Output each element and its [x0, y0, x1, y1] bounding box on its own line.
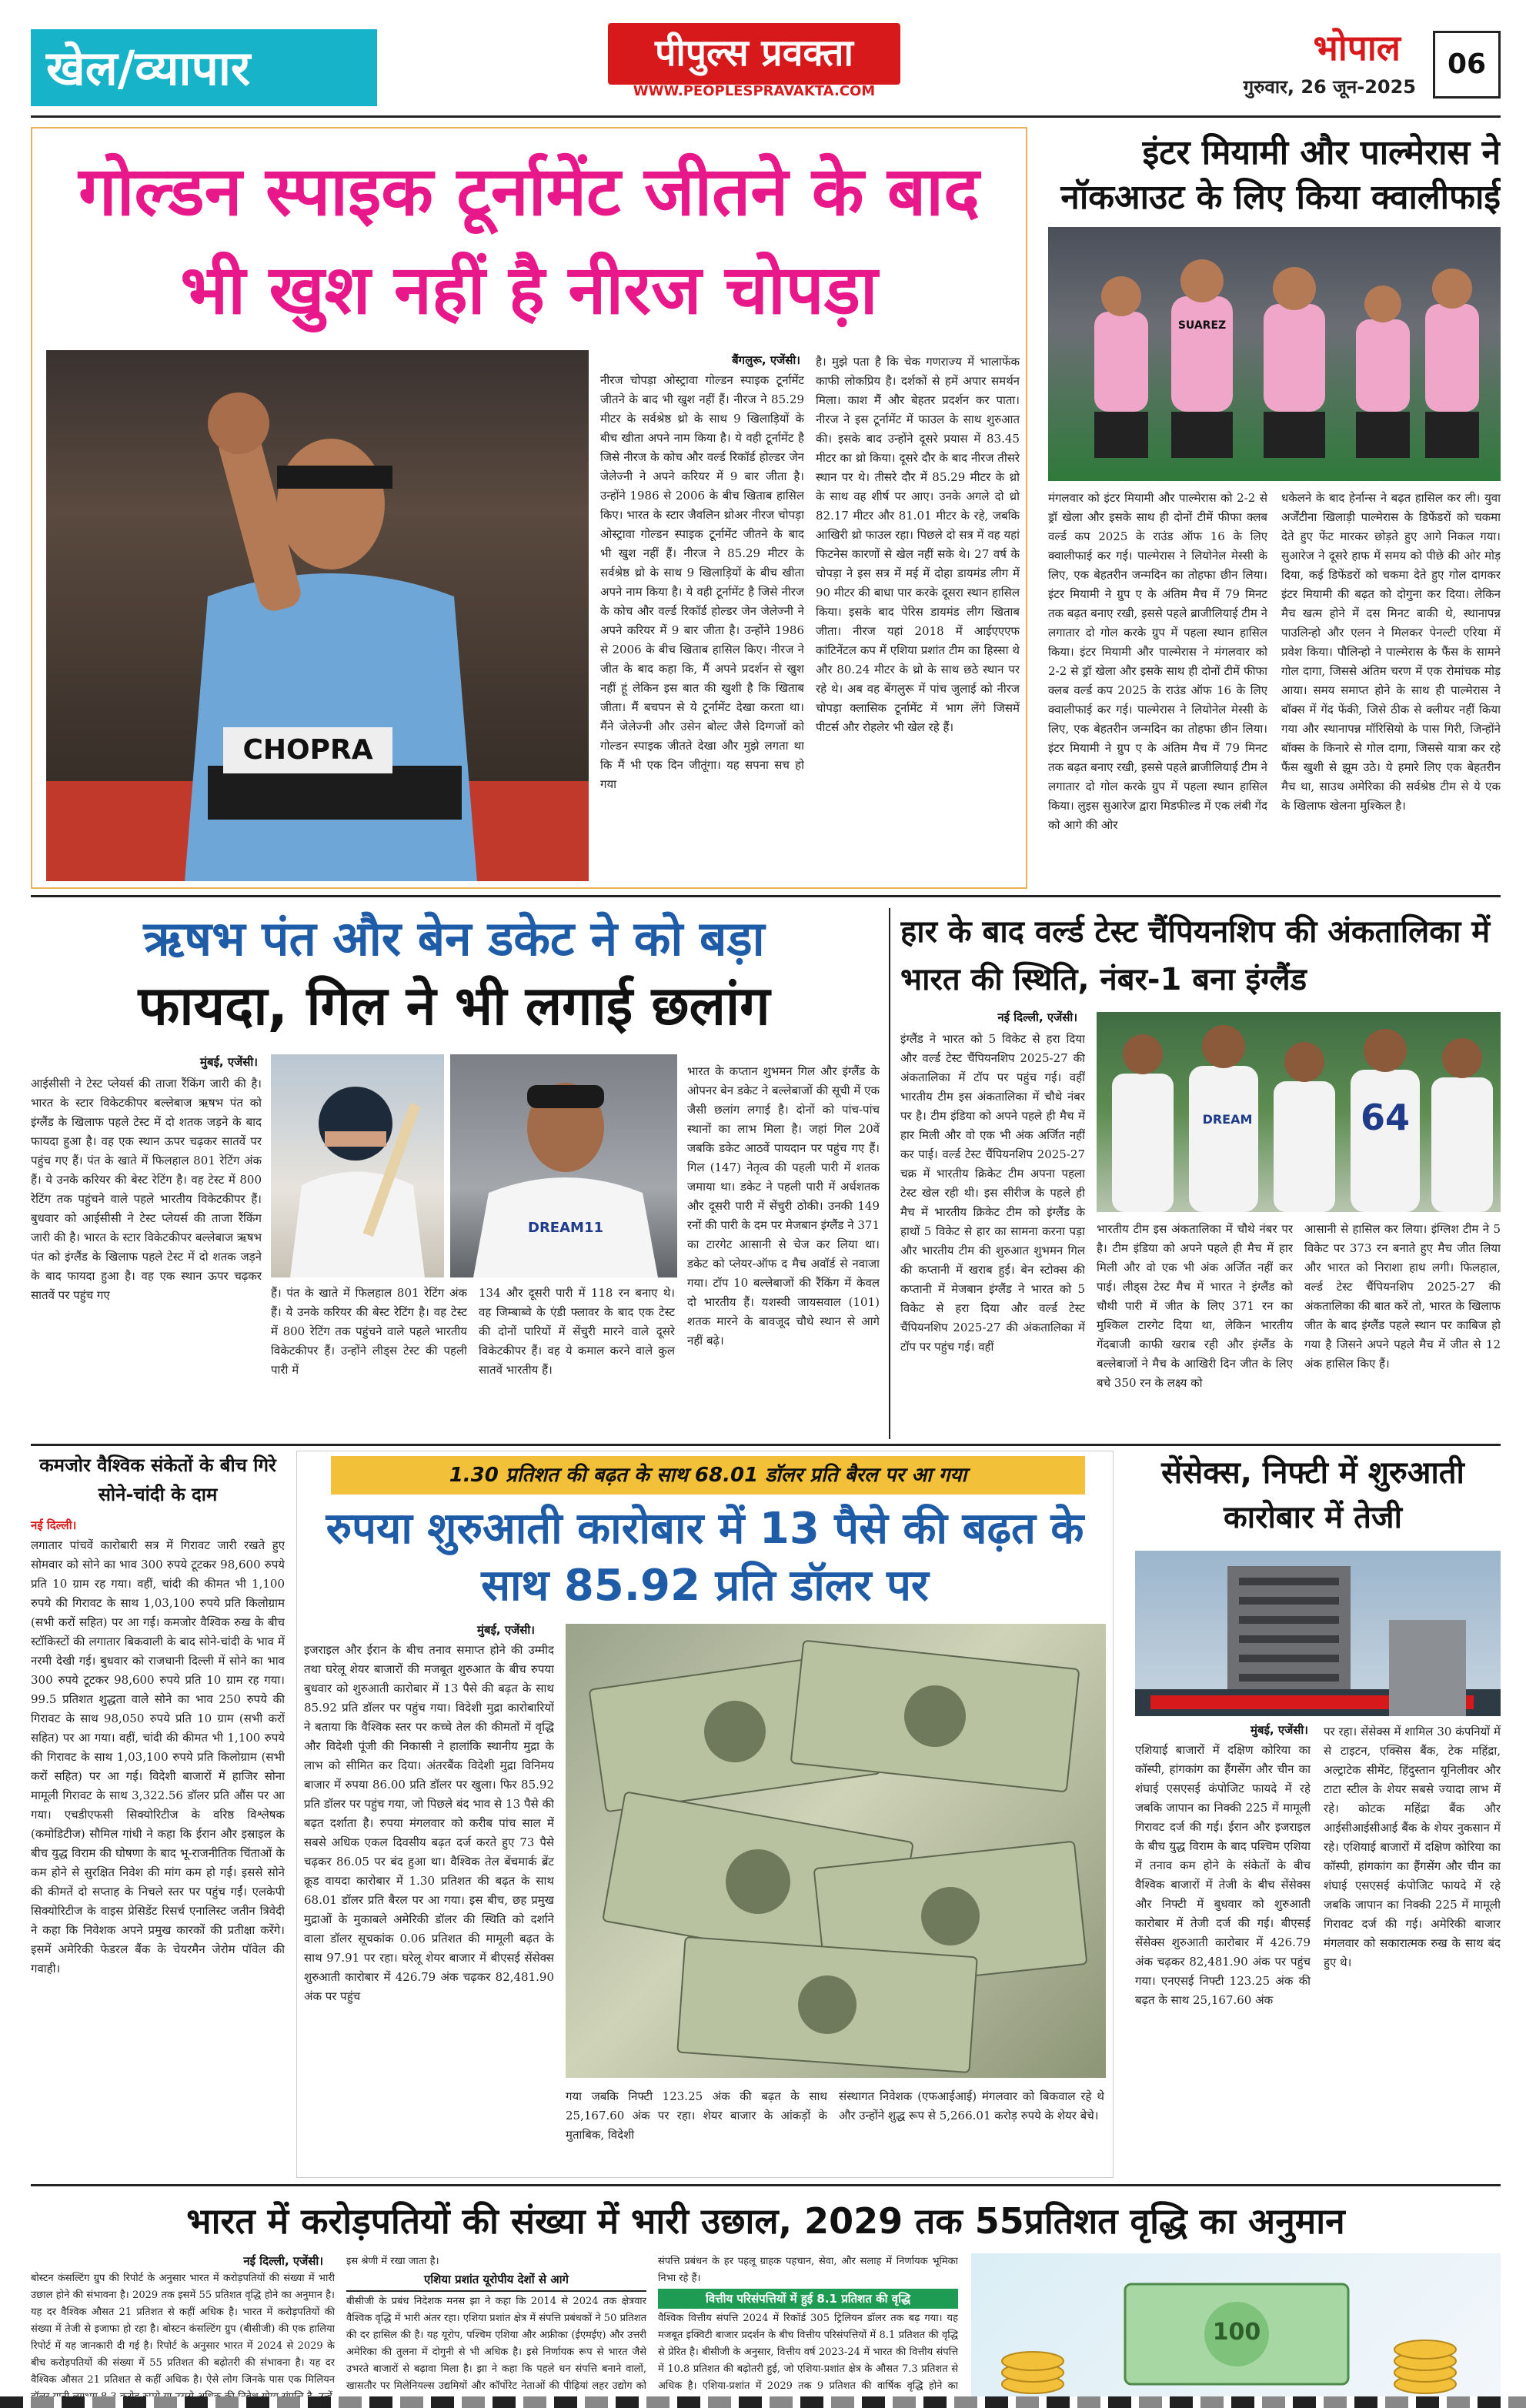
pant-dateline: मुंबई, एजेंसी।	[200, 1055, 258, 1069]
billionaire-subhead-1: एशिया प्रशांत यूरोपीय देशों से आगे	[346, 2272, 646, 2292]
miami-col1: मंगलवार को इंटर मियामी और पाल्मेरास को 2-2 से ड्रॉ खेला और इसके साथ ही दोनों टीमें फीफा क्लब वर्ल्ड कप 2025 के राउंड ऑफ 16 के लिए क्वालीफाई कर गई। पाल्मेरास ने लियोनेल मेस्सी के लिए, एक बेहतरीन जन्मदिन का तोहफा छीन लिया। इंटर मियामी ने ग्रुप ए के अंतिम मैच में 79 मिनट तक बढ़त बनाए रखी, इससे पहले ब्राजीलियाई टीम ने लगातार दो गोल करके ग्रुप में पहला स्थान हासिल किया। इंटर मियामी और पाल्मेरास ने मंगलवार को 2-2 से ड्रॉ खेला और इसके साथ ही दोनों टीमें फीफा क्लब वर्ल्ड कप 2025 के राउंड ऑफ 16 के लिए क्वालीफाई कर गई। पाल्मेरास ने लियोनेल मेस्सी के लिए, एक बेहतरीन जन्मदिन का तोहफा छीन लिया। इंटर मियामी ने ग्रुप ए के अंतिम मैच में 79 मिनट तक बढ़त बनाए रखी, इससे पहले ब्राजीलियाई टीम ने लगातार दो गोल करके ग्रुप में पहला स्थान हासिल किया। लुइस सुआरेज द्वारा मिडफील्ड में एक लंबी गेंद को आगे की ओर	[1048, 491, 1267, 832]
wtc-shirt-logo: DREAM	[1202, 1112, 1253, 1127]
billionaire-col1: बोस्टन कंसल्टिंग ग्रुप की रिपोर्ट के अनुसार भारत में करोड़पतियों की संख्या में भारी उछाल होने की संभावना है। 2029 तक इसमें 55 प्रतिशत वृद्धि होने का अनुमान है। यह दर वैश्विक औसत 21 प्रतिशत से कहीं अधिक है। भारत में करोड़पतियों की संख्या में तेजी से इजाफा हो रहा है। बोस्टन कंसल्टिंग ग्रुप (बीसीजी) की एक हालिया रिपोर्ट में यह जानकारी दी गई है। रिपोर्ट के अनुसार भारत में 2024 से 2029 के बीच करोड़पतियों की संख्या में 55 प्रतिशत की बढ़ोतरी की संभावना है। यह दर वैश्विक औसत 21 प्रतिशत से कहीं अधिक है। ऐसे लोग जिनके पास एक मिलियन	[31, 2273, 335, 2386]
paper-name: पीपुल्स प्रवक्ता	[655, 32, 853, 75]
pant-col2: हैं। पंत के खाते में फिलहाल 801 रेटिंग अंक हैं। ये उनके करियर की बेस्ट रेटिंग है। वह टेस्ट में 800 रेटिंग तक पहुंचने वाले पहले भारतीय विकेटकीपर हैं। उन्होंने लीड्स टेस्ट की पहली पारी में	[271, 1286, 467, 1377]
wtc-players	[1097, 1012, 1501, 1212]
rupee-col3: संस्थागत निवेशक (एफआईआई) मंगलवार को बिकवाल रहे थे और उन्होंने शुद्ध रूप से 5,266.01 करोड़ रुपये के शेयर बेचे।	[839, 2089, 1104, 2122]
wtc-col2: भारतीय टीम इस अंकतालिका में चौथे नंबर पर है। टीम इंडिया को अपने पहले ही मैच में हार मिली और वो एक भी अंक अर्जित नहीं कर पाई। लीड्स टेस्ट मैच में भारत ने इंग्लैंड को चौथी पारी में जीत के लिए 371 रन का मुश्किल टारगेट दिया था, लेकिन भारतीय गेंदबाजी काफी खराब रही और इंग्लैंड के बल्लेबाजों ने मैच के आखिरी दिन जीत के लिए बचे 350 रन के लक्ष्य को	[1097, 1222, 1293, 1390]
pant-col1: आईसीसी ने टेस्ट प्लेयर्स की ताजा रैंकिंग जारी की है। भारत के स्टार विकेटकीपर बल्लेबाज ऋषभ पंत को इंग्लैंड के खिलाफ पहले टेस्ट में दो शतक जड़ने के बाद फायदा हुआ है। वह एक स्थान ऊपर चढ़कर सातवें पर पहुंच गए हैं। पंत के खाते में फिलहाल 801 रेटिंग अंक हैं। ये उनके करियर की बेस्ट रेटिंग है। वह टेस्ट में 800 रेटिंग तक पहुंचने वाले पहले भारतीय विकेटकीपर हैं। बुधवार को आईसीसी ने टेस्ट प्लेयर्स की ताजा रैंकिंग जारी की है। भारत के स्टार विकेटकीपर बल्लेबाज ऋषभ पंत को इंग्लैंड के खिलाफ पहले टेस्ट में दो शतक जड़ने के बाद फायदा हुआ है। वह एक स्थान ऊपर चढ़कर सातवें पर पहुंच गए	[31, 1077, 262, 1302]
billionaire-headline: भारत में करोड़पतियों की संख्या में भारी उछाल, 2029 तक 55प्रतिशत वृद्धि का अनुमान	[186, 2200, 1345, 2242]
sensex-headline: सेंसेक्स, निफ्टी में शुरुआती कारोबार में तेजी	[1161, 1455, 1464, 1535]
neeraj-photo	[46, 350, 589, 881]
sensex-col2: पर रहा। सेंसेक्स में शामिल 30 कंपनियों में से टाइटन, एक्सिस बैंक, टेक महिंद्रा, अल्ट्राटेक सीमेंट, हिंदुस्तान यूनिलीवर और टाटा स्टील के शेयर सबसे ज्यादा लाभ में रहे। कोटक महिंद्रा बैंक और आईसीआईसीआई बैंक के शेयर नुकसान में रहे। एशियाई बाजारों में दक्षिण कोरिया का कॉस्पी, हांगकांग का हैंगसेंग और चीन का शंघाई एसएसई कंपोजिट फायदे में रहे जबकि जापान का निक्की 225 में मामूली गिरावट दर्ज की गई। अमेरिकी बाजार मंगलवार को सकारात्मक रुख के साथ बंद हुए थे।	[1324, 1725, 1501, 1969]
rupee-headline: रुपया शुरुआती कारोबार में 13 पैसे की बढ़त के साथ 85.92 प्रति डॉलर पर	[326, 1504, 1084, 1611]
money-illustration	[971, 2253, 1501, 2405]
pant-headline-a: ऋषभ पंत और बेन डकेट ने को बड़ा	[143, 910, 765, 967]
sensex-dateline: मुंबई, एजेंसी।	[1251, 1723, 1308, 1737]
wtc-headline: हार के बाद वर्ल्ड टेस्ट चैंपियनशिप की अंकतालिका में भारत की स्थिति, नंबर-1 बना इंग्लैंड	[900, 914, 1491, 997]
rupee-kicker: 1.30 प्रतिशत की बढ़त के साथ 68.01 डॉलर प्रति बैरल पर आ गया	[449, 1464, 967, 1487]
currency-photo	[566, 1624, 1106, 2078]
bse-tower	[1135, 1551, 1501, 1716]
billionaire-col2: बीसीजी के प्रबंध निदेशक मनस झा ने कहा कि 2014 से 2024 तक क्षेत्रवार वैश्विक वृद्धि में भारी अंतर रहा। एशिया प्रशांत क्षेत्र में संपत्ति प्रबंधकों ने 50 प्रतिशत की दर हासिल की है। यह यूरोप, पश्चिम एशिया और अफ्रीका (ईएमईए) और उत्तरी अमेरिका की तुलना में दोगुनी से भी अधिक है। इसे निर्णायक रूप से भारत जैसे उभरते बाजारों से बढ़ावा मिला है। झा ने कहा कि पहले धन संपत्ति बनाने वालों, खासतौर पर मिलेनियल्स उद्यमियों और कॉर्पोरेट नेताओं की पीढ़ियां लहर उद्योग को	[346, 2296, 646, 2392]
duckett-photo	[271, 1054, 444, 1277]
wtc-col1: इंग्लैंड ने भारत को 5 विकेट से हरा दिया और वर्ल्ड टेस्ट चैंपियनशिप 2025-27 की अंकतालिका में टॉप पर पहुंच गई। वहीं भारतीय टीम इस अंकतालिका में चौथे नंबर पर है। टीम इंडिया को अपने पहले ही मैच में हार मिली और वो एक भी अंक अर्जित नहीं कर पाई। वर्ल्ड टेस्ट चैंपियनशिप 2025-27 चक्र में भारतीय क्रिकेट टीम अपना पहला टेस्ट खेल रही थी। इस सीरीज के पहले ही मैच में भारतीय क्रिकेट टीम को इंग्लैंड के हाथों 5 विकेट से हार का सामना करना पड़ा और भारतीय टीम की शुरुआत शुभमन गिल की कप्तानी में खराब हुई। बेन स्टोक्स की कप्तानी में मेजबान इंग्लैंड ने भारत को 5 विकेट से हरा दिया और वर्ल्ड टेस्ट चैंपियनशिप 2025-27 की अंकतालिका में टॉप पर पहुंच गई। वहीं	[900, 1032, 1085, 1354]
page-number: 06	[1447, 48, 1487, 80]
miami-col2: धकेलने के बाद हेर्नान्स ने बढ़त हासिल कर ली। युवा अर्जेंटीना खिलाड़ी पाल्मेरास के डिफेंडरों को चकमा देते हुए फेंट मारकर छोड़ते हुए आगे निकल गया। सुआरेज ने दूसरे हाफ में समय को पीछे की ओर मोड़ दिया, कई डिफेंडरों को चकमा देते हुए गोल दागकर इंटर मियामी की बढ़त को दोगुना कर दिया। लेकिन मैच खत्म होने में दस मिनट बाकी थे, स्थानापन्न पाउलिन्हो और एलन ने मिलकर पेनल्टी एरिया में प्रवेश किया। पौलिन्हो ने पाल्मेरास के फैंस के सामने गोल दागा, जिससे अंतिम चरण में एक रोमांचक मोड़ आया। समय समाप्त होने के साथ ही पाल्मेरास ने बॉक्स में गेंद फेंकी, जिसे ठीक से क्लीयर नहीं किया गया और स्थानापन्न मॉरिसियो के पास गिरी, जिन्होंने बॉक्स के किनारे से गोल दागा, जिससे यात्रा कर रहे फैंस खुशी से झूम उठे। ये हमारे लिए एक बेहतरीन मैच था, साउथ अमेरिका की सर्वश्रेष्ठ टीम से ये एक के खिलाफ खेलना मुश्किल है।	[1281, 491, 1501, 813]
duckett-figure	[271, 1054, 444, 1277]
money-note-value: 100	[1212, 2319, 1261, 2346]
miami-jersey-name: SUAREZ	[1177, 319, 1227, 332]
rupee-col2: गया जबकि निफ्टी 123.25 अंक की बढ़त के साथ 25,167.60 अंक पर रहा। शेयर बाजार के आंकड़ों के मुताबिक, विदेशी	[566, 2089, 827, 2142]
dollar-bills	[566, 1624, 1106, 2078]
pant-shirt-logo: DREAM11	[528, 1220, 603, 1236]
issue-date: गुरुवार, 26 जून-2025	[1243, 76, 1416, 98]
billionaire-col2-top: इस श्रेणी में रखा जाता है।	[346, 2256, 439, 2267]
billionaire-col3: वैश्विक वित्तीय संपत्ति 2024 में रिकॉर्ड 305 ट्रिलियन डॉलर तक बढ़ गया। यह मजबूत इक्विटी बाजार प्रदर्शन के बीच वित्तीय परिसंपत्तियों में 8.1 प्रतिशत की वृद्धि से प्रेरित है। बीसीजी के अनुसार, वित्तीय वर्ष 2023-24 में भारत की वित्तीय संपत्ति में 10.8 प्रतिशत की बढ़ोतरी हुई, जो एशिया-प्रशांत क्षेत्र के औसत 7.3 प्रतिशत से अधिक है। एशिया-प्रशांत में 2029 तक 9 प्रतिशत की वार्षिक वृद्धि होने का	[658, 2313, 958, 2392]
neeraj-bib: CHOPRA	[223, 727, 392, 773]
miami-players	[1048, 227, 1501, 481]
row1-rule	[31, 895, 1501, 897]
masthead-rule	[31, 115, 1501, 118]
neeraj-headline: गोल्डन स्पाइक टूर्नामेंट जीतने के बाद भी खुश नहीं है नीरज चोपड़ा	[78, 152, 980, 329]
pant-col3: 134 और दूसरी पारी में 118 रन बनाए थे। वह जिम्बाब्वे के एंडी फ्लावर के बाद एक टेस्ट की दोनों पारियों में सेंचुरी मारने वाले दूसरे विकेटकीपर हैं। वह ये कमाल करने वाले कुल सातवें भारतीय हैं।	[479, 1286, 675, 1377]
rupee-dateline: मुंबई, एजेंसी।	[477, 1623, 535, 1637]
wtc-dateline: नई दिल्ली, एजेंसी।	[997, 1010, 1077, 1024]
city-name: भोपाल	[1313, 27, 1401, 68]
paper-url: WWW.PEOPLESPRAVAKTA.COM	[633, 83, 876, 99]
wtc-photo	[1097, 1012, 1501, 1212]
billionaire-subhead-2: वित्तीय परिसंपत्तियों में हुई 8.1 प्रतिशत की वृद्धि	[658, 2289, 958, 2309]
pant-photo	[450, 1054, 677, 1277]
miami-headline: इंटर मियामी और पाल्मेरास ने नॉकआउट के लिए किया क्वालीफाई	[1060, 133, 1501, 217]
neeraj-figure	[46, 350, 589, 881]
registration-strip	[0, 2396, 1526, 2408]
neeraj-col2: है। मुझे पता है कि चेक गणराज्य में भालाफेंक काफी लोकप्रिय है। दर्शकों से हमें अपार समर्थन मिला। काश मैं और बेहतर प्रदर्शन कर पाता। नीरज ने इस टूर्नामेंट में फाउल के साथ शुरुआत की। इसके बाद उन्होंने दूसरे प्रयास में 83.45 मीटर का थ्रो किया। दूसरे दौर के बाद नीरज तीसरे स्थान पर थे। तीसरे दौर में 85.29 मीटर के थ्रो के साथ वह शीर्ष पर आए। उनके अगले दो थ्रो 82.17 मीटर और 81.01 मीटर के रहे, जबकि आखिरी थ्रो फाउल रहा। पिछले दो सत्र में वह यहां फिटनेस कारणों से खेल नहीं सके थे। 27 वर्ष के चोपड़ा ने इस सत्र में मई में दोहा डायमंड लीग में 90 मीटर की बाधा पार करके दूसरा स्थान हासिल किया। इसके बाद पेरिस डायमंड लीग खिताब जीता। नीरज यहां 2018 में आईएएएफ कांटिनेंटल कप में एशिया प्रशांत टीम का हिस्सा थे और 80.24 मीटर के थ्रो के साथ छठे स्थान पर रहे थे। अब वह बेंगलुरू में पांच जुलाई को नीरज चोपड़ा क्लासिक टूर्नामेंट में भाग लेंगे जिसमें पीटर्स और रोहलेर भी खेल रहे हैं।	[816, 355, 1020, 734]
wtc-left-rule	[889, 908, 890, 1439]
wtc-col3: आसानी से हासिल कर लिया। इंग्लिश टीम ने 5 विकेट पर 373 रन बनाते हुए मैच जीत लिया और भारत को निराशा हाथ लगी। फिलहाल, वर्ल्ड टेस्ट चैंपियनशिप 2025-27 की अंकतालिका की बात करें तो, भारत के खिलाफ जीत के बाद इंग्लैंड पहले स्थान पर काबिज हो गया है जिसने अपने पहले मैच में जीत से 12 अंक हासिल किए हैं।	[1304, 1222, 1501, 1371]
neeraj-dateline: बैंगलुरू, एजेंसी।	[732, 353, 800, 367]
gold-lead: नई दिल्ली।	[31, 1518, 77, 1532]
miami-photo	[1048, 227, 1501, 481]
pant-figure	[450, 1054, 677, 1277]
gold-body: लगातार पांचवें कारोबारी सत्र में गिरावट जारी रखते हुए सोमवार को सोने का भाव 300 रुपये टूटकर 98,600 रुपये प्रति 10 ग्राम रह गया। वहीं, चांदी की कीमत भी 1,100 रुपये की गिरावट के साथ 1,03,100 रुपये प्रति किलोग्राम (सभी करों सहित) पर आ गई। कमजोर वैश्विक रुख के बीच स्टॉकिस्टों की लगातार बिकवाली के बाद सोने-चांदी के भाव में नरमी देखी गई। बुधवार को राजधानी दिल्ली में सोने का भाव 300 रुपये टूटकर 98,600 रुपये प्रति 10 ग्राम रह गया। 99.5 प्रतिशत शुद्धता वाले सोने का भाव 250 रुपये की गिरावट के साथ 98,050 रुपये प्रति 10 ग्राम (सभी करों सहित) पर आ गया। वहीं, चांदी की कीमत भी 1,100 रुपये की गिरावट के साथ 1,03,100 रुपये प्रति किलोग्राम (सभी करों सहित) पर आ गई। विदेशी बाजारों में हाजिर सोना मामूली गिरावट के साथ 3,322.56 डॉलर प्रति औंस पर आ गया। एचडीएफसी सिक्योरिटीज के वरिष्ठ विश्लेषक (कमोडिटीज) सौमिल गांधी ने कहा कि ईरान और इस्राइल के बीच युद्ध विराम की घोषणा के बाद भू-राजनीतिक चिंताओं के कम होने से सुरक्षित निवेश की मांग कम हो गई। इससे सोने की कीमतें दो सप्ताह के निचले स्तर पर पहुंच गईं। एलकेपी सिक्योरिटीज के वाइस प्रेसिडेंट रिसर्च एनालिस्ट जतीन त्रिवेदी ने कहा कि निवेशक अपने प्रमुख कारकों की प्रतीक्षा करेंगे। इसमें अमेरिकी फेडरल बैंक के चेयरमैन जेरोम पॉवेल की गवाही।	[31, 1538, 285, 1975]
gold-headline: कमजोर वैश्विक संकेतों के बीच गिरे सोने-चांदी के दाम	[39, 1454, 276, 1505]
billionaire-dateline: नई दिल्ली, एजेंसी।	[243, 2254, 323, 2268]
row3-rule	[31, 2184, 1501, 2186]
sensex-col1: एशियाई बाजारों में दक्षिण कोरिया का कॉस्पी, हांगकांग का हैंगसेंग और चीन का शंघाई एसएसई कंपोजिट फायदे में रहे जबकि जापान का निक्की 225 में मामूली गिरावट दर्ज की गई। ईरान और इजराइल के बीच युद्ध विराम के बाद पश्चिम एशिया में तनाव कम होने के संकेतों के बीच वैश्विक बाजारों में तेजी के बीच सेंसेक्स और निफ्टी में बुधवार को शुरुआती कारोबार में तेजी दर्ज की गई। बीएसई सेंसेक्स शुरुआती कारोबार में 426.79 अंक चढ़कर 82,481.90 अंक पर पहुंच गया। एनएसई निफ्टी 123.25 अंक की बढ़त के साथ 25,167.60 अंक	[1135, 1743, 1311, 2007]
masthead	[0, 0, 1526, 115]
wtc-shirt-number: 64	[1360, 1097, 1410, 1138]
section-label: खेल/व्यापार	[46, 40, 251, 96]
pant-col4: भारत के कप्तान शुभमन गिल और इंग्लैंड के ओपनर बेन डकेट ने बल्लेबाजों की सूची में एक जैसी छलांग लगाई है। दोनों को पांच-पांच स्थानों का लाभ मिला है। जहां गिल 20वें जबकि डकेट आठवें पायदान पर पहुंच गए हैं। गिल (147) नेतृत्व की पहली पारी में शतक जमाया था। डकेट ने पहली पारी में अर्धशतक और दूसरी पारी में सेंचुरी ठोकी। उनकी 149 रनों की पारी के दम पर मेजबान इंग्लैंड ने 371 का टारगेट आसानी से चेज कर लिया था। डकेट को प्लेयर-ऑफ द मैच अवॉर्ड से नवाजा गया। टॉप 10 बल्लेबाजों की रैंकिंग में केवल दो भारतीय हैं। यशस्वी जायसवाल (101) शतक मारने के बावजूद चौथे स्थान से आगे नहीं बढ़े।	[687, 1064, 880, 1348]
row2-rule	[31, 1444, 1501, 1446]
billionaire-col3-top: संपत्ति प्रबंधन के हर पहलू ग्राहक पहचान, सेवा, और सलाह में निर्णायक भूमिका निभा रहे हैं।	[658, 2256, 958, 2284]
rupee-col1: इजराइल और ईरान के बीच तनाव समाप्त होने की उम्मीद तथा घरेलू शेयर बाजारों की मजबूत शुरुआत के बीच रुपया बुधवार को शुरुआती कारोबार में 13 पैसे की बढ़त के साथ 85.92 प्रति डॉलर पर पहुंच गया। विदेशी मुद्रा कारोबारियों ने बताया कि वैश्विक स्तर पर कच्चे तेल की कीमतों में वृद्धि और विदेशी पूंजी की निकासी ने हालांकि स्थानीय मुद्रा के लाभ को सीमित कर दिया। अंतरबैंक विदेशी मुद्रा विनिमय बाजार में रुपया 86.00 प्रति डॉलर पर खुला। फिर 85.92 प्रति डॉलर पर पहुंच गया, जो पिछले बंद भाव से 13 पैसे की बढ़त दर्शाता है। रुपया मंगलवार को करीब पांच साल में सबसे अधिक एकल दिवसीय बढ़त दर्ज करते हुए 73 पैसे चढ़कर 86.05 पर बंद हुआ था। वैश्विक तेल बेंचमार्क ब्रेंट क्रूड वायदा कारोबार में 1.30 प्रतिशत की बढ़त के साथ 68.01 डॉलर प्रति बैरल पर आ गया। इस बीच, छह प्रमुख मुद्राओं के मुकाबले अमेरिकी डॉलर की स्थिति को दर्शाने वाला डॉलर सूचकांक 0.06 प्रतिशत की मामूली बढ़त के साथ 97.91 पर रहा। घरेलू शेयर बाजार में बीएसई सेंसेक्स शुरुआती कारोबार में 426.79 अंक चढ़कर 82,481.90 अंक पर पहुंच	[304, 1643, 554, 2003]
pant-headline-b: फायदा, गिल ने भी लगाई छलांग	[138, 974, 770, 1037]
neeraj-col1: नीरज चोपड़ा ओस्ट्रावा गोल्डन स्पाइक टूर्नामेंट जीतने के बाद भी खुश नहीं हैं। नीरज ने 85.29 मीटर के सर्वश्रेष्ठ थ्रो के साथ 9 खिलाड़ियों के बीच खीता अपने नाम किया है। ये वही टूर्नामेंट है जिसे नीरज के कोच और वर्ल्ड रिकॉर्ड होल्डर जेन जेलेज्नी ने अपने करियर में 9 बार जीता है। उन्होंने 1986 से 2006 के बीच खिताब हासिल किए। भारत के स्टार जैवलिन थ्रोअर नीरज चोपड़ा ओस्ट्रावा गोल्डन स्पाइक टूर्नामेंट जीतने के बाद भी खुश नहीं हैं। नीरज ने 85.29 मीटर के सर्वश्रेष्ठ थ्रो के साथ 9 खिलाड़ियों के बीच खीता अपने नाम किया है। ये वही टूर्नामेंट है जिसे नीरज के कोच और वर्ल्ड रिकॉर्ड होल्डर जेन जेलेज्नी ने अपने करियर में 9 बार जीता है। उन्होंने 1986 से 2006 के बीच खिताब हासिल किए। नीरज ने जीत के बाद कहा कि, मैं अपने प्रदर्शन से खुश नहीं हूं लेकिन इस बात की खुशी है कि खिताब जीता। मैं बचपन से ये टूर्नामेंट देखा करता था। मैंने जेलेज्नी और उसेन बोल्ट जैसे दिग्गजों को गोल्डन स्पाइक जीतते देखा और मुझे लगता था कि मैं भी एक दिन जीतूंगा। यह सपना सच हो गया	[600, 373, 804, 791]
bse-photo	[1135, 1551, 1501, 1716]
